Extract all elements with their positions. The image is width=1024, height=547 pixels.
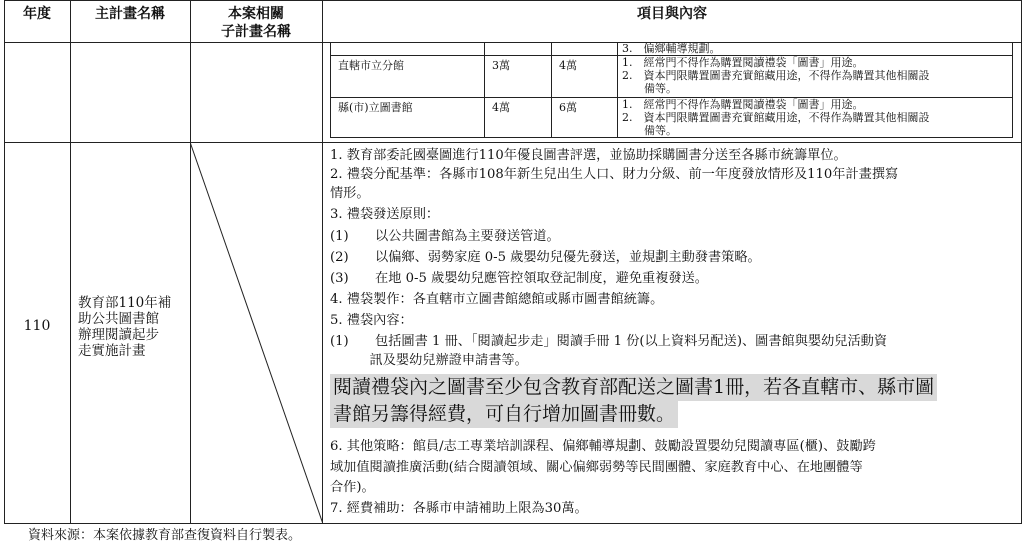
- inner-top-note: 3. 偏鄉輔導規劃。: [622, 42, 721, 55]
- header-sub-plan-line2: 子計畫名稱: [221, 24, 291, 40]
- inner-row-2-note-1: 1. 經常門不得作為購置閱讀禮袋「圖書」用途。: [622, 98, 864, 111]
- row-divider: [4, 142, 1022, 143]
- header-main-plan: 主計畫名稱: [95, 6, 165, 22]
- source-note: 資料來源：本案依據教育部查復資料自行製表。: [28, 528, 302, 543]
- content-line-3: 情形。: [330, 186, 370, 201]
- plan-line-3: 辦理閱讀起步: [78, 327, 159, 343]
- content-line-15: 7. 經費補助：各縣市申請補助上限為30萬。: [330, 501, 588, 516]
- highlight-line-2: 書館另籌得經費，可自行增加圖書冊數。: [330, 401, 678, 428]
- inner-row-2-note-3: 備等。: [622, 124, 677, 137]
- col-line-4: [1021, 0, 1022, 524]
- inner-row-2-b: 6萬: [559, 101, 577, 114]
- row-year: 110: [23, 318, 51, 334]
- content-line-6: (2) 以偏鄉、弱勢家庭 0-5 歲嬰幼兒優先發送，並規劃主動發書策略。: [330, 250, 761, 265]
- inner-row-1-note-1: 1. 經常門不得作為購置閱讀禮袋「圖書」用途。: [622, 56, 864, 69]
- content-line-9: 5. 禮袋內容：: [330, 313, 413, 328]
- inner-row-1-b: 4萬: [559, 59, 577, 72]
- content-line-14: 合作)。: [330, 480, 375, 495]
- inner-row-2-note-2: 2. 資本門限購置圖書充實館藏用途，不得作為購置其他相關設: [622, 111, 930, 124]
- header-year: 年度: [23, 6, 51, 22]
- col-line-1: [70, 0, 71, 524]
- inner-row-2-a: 4萬: [492, 101, 510, 114]
- content-line-11: 訊及嬰幼兒辦證申請書等。: [330, 353, 528, 368]
- content-line-2: 2. 禮袋分配基準：各縣市108年新生兒出生人口、財力分級、前一年度發放情形及110年計畫撰寫: [330, 167, 899, 182]
- plan-line-1: 教育部110年補: [78, 295, 172, 311]
- content-line-5: (1) 以公共圖書館為主要發送管道。: [330, 229, 560, 244]
- content-line-7: (3) 在地 0-5 歲嬰幼兒應管控領取登記制度，避免重複發送。: [330, 271, 708, 286]
- inner-row-1-a: 3萬: [492, 59, 510, 72]
- empty-cell-diagonal: [190, 142, 323, 524]
- col-line-0: [4, 0, 5, 524]
- content-line-12: 6. 其他策略：館員/志工專業培訓課程、偏鄉輔導規劃、鼓勵設置嬰幼兒閱讀專區(櫃)、鼓勵跨: [330, 439, 876, 454]
- inner-row-1-note-2: 2. 資本門限購置圖書充實館藏用途，不得作為購置其他相關設: [622, 69, 930, 82]
- content-line-4: 3. 禮袋發送原則：: [330, 207, 440, 222]
- header-sub-plan: [190, 0, 322, 47]
- inner-row-1-name: 直轄市立分館: [338, 59, 404, 72]
- content-line-8: 4. 禮袋製作：各直轄市立圖書館總館或縣市圖書館統籌。: [330, 292, 664, 307]
- content-line-13: 域加值閱讀推廣活動(結合閱讀領域、關心偏鄉弱勢等民間團體、家庭教育中心、在地團體等: [330, 460, 863, 475]
- inner-row-1-note-3: 備等。: [622, 82, 677, 95]
- content-line-1: 1. 教育部委託國臺圖進行110年優良圖書評選，並協助採購圖書分送至各縣市統籌單位。: [330, 148, 847, 163]
- inner-row-2-name: 縣(市)立圖書館: [338, 101, 413, 114]
- plan-line-2: 助公共圖書館: [78, 311, 159, 327]
- plan-line-4: 走實施計畫: [78, 343, 146, 359]
- content-line-10: (1) 包括圖書 1 冊、「閱讀起步走」閱讀手冊 1 份(以上資料另配送)、圖書館與嬰幼兒活動資: [330, 334, 888, 349]
- row-main-plan: [78, 295, 171, 359]
- inner-table: [330, 42, 1013, 138]
- header-content: 項目與內容: [637, 6, 707, 22]
- header-sub-plan-line1: 本案相關: [228, 6, 284, 22]
- highlight-line-1: 閱讀禮袋內之圖書至少包含教育部配送之圖書1冊，若各直轄市、縣市圖: [330, 374, 937, 401]
